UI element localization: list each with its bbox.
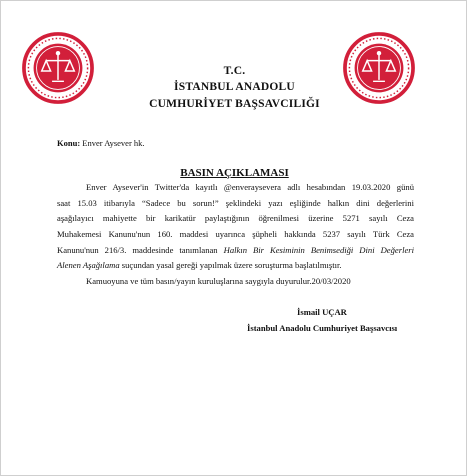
body-line-5 xyxy=(57,245,414,255)
body-line-5-text: Kanunu'nun 216/3. maddesinde tanımlanan xyxy=(57,245,224,255)
header-office: CUMHURİYET BAŞSAVCILIĞI xyxy=(149,98,320,110)
body-line-6-text: suçundan yasal gereği yapılmak üzere soruşturma başlatılmıştır. xyxy=(119,260,342,270)
subject-label: Konu: xyxy=(57,138,81,148)
svg-text:1920: 1920 xyxy=(52,93,64,99)
crime-name-part2: Alenen Aşağılama xyxy=(57,260,120,270)
body-line-2: saat 15.03 itibarıyla “Sadece bu sorun!” şeklindeki yazı eşliğinde halkın dini değerlerini xyxy=(57,198,414,208)
body-line-4: Muhakemesi Kanunu'nun 160. maddesi uyarınca şüpheli hakkında 5237 sayılı Türk Ceza xyxy=(57,229,414,239)
announcement-line: Kamuoyuna ve tüm basın/yayın kuruluşlarına saygıyla duyurulur.20/03/2020 xyxy=(86,276,351,286)
document-title: BASIN AÇIKLAMASI xyxy=(180,167,289,179)
header-tc: T.C. xyxy=(223,65,246,77)
header-istanbul-anadolu: İSTANBUL ANADOLU xyxy=(174,81,295,93)
body-line-6 xyxy=(57,260,342,270)
subject-line xyxy=(57,138,145,148)
signatory-name: İsmail UÇAR xyxy=(297,307,347,317)
subject-value: Enver Aysever hk. xyxy=(80,138,145,148)
body-line-3: aşağılayıcı mahiyette bir karikatür paylaştığının öğrenilmesi üzerine 5271 sayılı Ceza xyxy=(57,213,414,223)
crime-name-part1: Halkın Bir Kesiminin Benimsediği Dini Değerleri xyxy=(223,245,414,255)
body-line-1: Enver Aysever'in Twitter'da kayıtlı @enveraysevera adlı hesabından 19.03.2020 günü xyxy=(86,182,414,192)
signatory-office: İstanbul Anadolu Cumhuriyet Başsavcısı xyxy=(247,323,398,333)
